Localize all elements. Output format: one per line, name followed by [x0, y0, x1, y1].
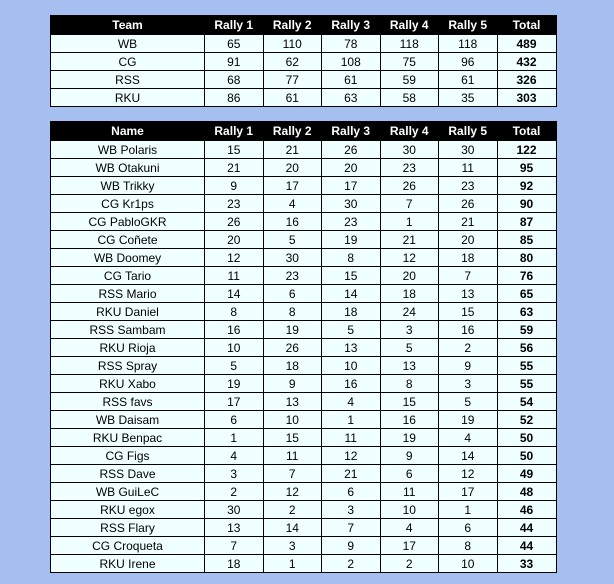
player-cell-total: 87 [497, 213, 556, 231]
player-cell-name: RSS Flary [51, 519, 205, 537]
player-cell-total: 59 [497, 321, 556, 339]
player-cell-rally-2: 30 [263, 249, 322, 267]
player-cell-total: 48 [497, 483, 556, 501]
player-cell-rally-1: 1 [205, 429, 264, 447]
player-cell-rally-2: 21 [263, 141, 322, 159]
player-cell-rally-1: 12 [205, 249, 264, 267]
player-cell-rally-5: 10 [439, 555, 498, 573]
player-cell-rally-3: 4 [322, 393, 381, 411]
player-cell-rally-5: 3 [439, 375, 498, 393]
team-cell-rally-4: 58 [380, 89, 439, 107]
player-cell-rally-2: 9 [263, 375, 322, 393]
player-cell-rally-4: 10 [380, 501, 439, 519]
player-cell-rally-1: 14 [205, 285, 264, 303]
player-row [51, 159, 557, 177]
player-row [51, 555, 557, 573]
player-cell-name: RKU Daniel [51, 303, 205, 321]
team-row [51, 53, 557, 71]
team-cell-total: 489 [497, 35, 556, 53]
player-cell-rally-2: 26 [263, 339, 322, 357]
player-cell-total: 54 [497, 393, 556, 411]
team-header-rally-5: Rally 5 [439, 16, 498, 35]
player-header-rally-4: Rally 4 [380, 122, 439, 141]
team-cell-name: WB [51, 35, 205, 53]
team-cell-rally-5: 61 [439, 71, 498, 89]
player-cell-rally-3: 30 [322, 195, 381, 213]
player-cell-rally-2: 8 [263, 303, 322, 321]
player-cell-rally-1: 18 [205, 555, 264, 573]
team-header-rally-2: Rally 2 [263, 16, 322, 35]
player-cell-total: 52 [497, 411, 556, 429]
player-cell-rally-1: 13 [205, 519, 264, 537]
player-header-name: Name [51, 122, 205, 141]
player-cell-rally-4: 6 [380, 465, 439, 483]
player-cell-rally-2: 3 [263, 537, 322, 555]
player-cell-rally-1: 9 [205, 177, 264, 195]
player-cell-rally-3: 10 [322, 357, 381, 375]
player-cell-rally-2: 7 [263, 465, 322, 483]
player-cell-rally-4: 23 [380, 159, 439, 177]
player-cell-name: WB Daisam [51, 411, 205, 429]
player-cell-total: 44 [497, 519, 556, 537]
player-cell-rally-2: 10 [263, 411, 322, 429]
player-cell-rally-2: 18 [263, 357, 322, 375]
team-cell-rally-5: 96 [439, 53, 498, 71]
player-cell-total: 122 [497, 141, 556, 159]
team-cell-total: 303 [497, 89, 556, 107]
player-cell-rally-2: 16 [263, 213, 322, 231]
player-cell-rally-3: 7 [322, 519, 381, 537]
player-cell-rally-1: 17 [205, 393, 264, 411]
player-cell-total: 76 [497, 267, 556, 285]
player-cell-rally-2: 5 [263, 231, 322, 249]
player-row [51, 249, 557, 267]
player-cell-rally-5: 20 [439, 231, 498, 249]
player-cell-total: 44 [497, 537, 556, 555]
player-cell-total: 49 [497, 465, 556, 483]
player-cell-name: RKU Benpac [51, 429, 205, 447]
player-cell-rally-4: 20 [380, 267, 439, 285]
player-row [51, 375, 557, 393]
player-cell-rally-2: 2 [263, 501, 322, 519]
team-cell-rally-4: 59 [380, 71, 439, 89]
player-cell-total: 50 [497, 447, 556, 465]
team-cell-name: RSS [51, 71, 205, 89]
player-row [51, 177, 557, 195]
player-cell-total: 56 [497, 339, 556, 357]
player-cell-rally-3: 19 [322, 231, 381, 249]
team-cell-rally-2: 61 [263, 89, 322, 107]
player-cell-rally-5: 12 [439, 465, 498, 483]
player-cell-rally-5: 6 [439, 519, 498, 537]
team-cell-rally-2: 62 [263, 53, 322, 71]
player-header-rally-5: Rally 5 [439, 122, 498, 141]
player-cell-rally-5: 9 [439, 357, 498, 375]
team-header-rally-1: Rally 1 [205, 16, 264, 35]
player-cell-rally-4: 30 [380, 141, 439, 159]
player-cell-rally-2: 1 [263, 555, 322, 573]
player-cell-rally-1: 10 [205, 339, 264, 357]
team-cell-rally-3: 108 [322, 53, 381, 71]
player-cell-rally-4: 19 [380, 429, 439, 447]
team-header-team: Team [51, 16, 205, 35]
player-cell-name: WB Trikky [51, 177, 205, 195]
team-cell-rally-1: 91 [205, 53, 264, 71]
player-cell-rally-1: 21 [205, 159, 264, 177]
player-cell-rally-4: 18 [380, 285, 439, 303]
player-cell-total: 92 [497, 177, 556, 195]
player-cell-total: 95 [497, 159, 556, 177]
player-cell-rally-5: 2 [439, 339, 498, 357]
player-cell-total: 55 [497, 357, 556, 375]
player-cell-rally-4: 1 [380, 213, 439, 231]
player-header-rally-3: Rally 3 [322, 122, 381, 141]
player-row [51, 447, 557, 465]
player-cell-rally-4: 5 [380, 339, 439, 357]
player-cell-rally-3: 6 [322, 483, 381, 501]
team-header-rally-4: Rally 4 [380, 16, 439, 35]
player-row [51, 411, 557, 429]
player-cell-rally-3: 16 [322, 375, 381, 393]
team-row [51, 35, 557, 53]
player-row [51, 213, 557, 231]
player-cell-rally-5: 17 [439, 483, 498, 501]
player-cell-rally-5: 14 [439, 447, 498, 465]
team-cell-rally-5: 35 [439, 89, 498, 107]
team-cell-total: 432 [497, 53, 556, 71]
player-row [51, 537, 557, 555]
player-cell-rally-1: 8 [205, 303, 264, 321]
player-row [51, 303, 557, 321]
team-row [51, 71, 557, 89]
player-cell-rally-5: 11 [439, 159, 498, 177]
player-cell-rally-4: 15 [380, 393, 439, 411]
player-cell-name: CG PabloGKR [51, 213, 205, 231]
player-cell-rally-5: 13 [439, 285, 498, 303]
player-cell-rally-4: 13 [380, 357, 439, 375]
player-cell-total: 65 [497, 285, 556, 303]
player-cell-rally-5: 21 [439, 213, 498, 231]
player-cell-rally-1: 11 [205, 267, 264, 285]
player-cell-name: CG Coñete [51, 231, 205, 249]
player-row [51, 339, 557, 357]
player-cell-rally-3: 21 [322, 465, 381, 483]
player-row [51, 267, 557, 285]
player-cell-rally-3: 26 [322, 141, 381, 159]
team-header-total: Total [497, 16, 556, 35]
player-cell-rally-4: 11 [380, 483, 439, 501]
player-cell-rally-3: 15 [322, 267, 381, 285]
player-cell-name: WB Doomey [51, 249, 205, 267]
player-table-body [51, 141, 557, 573]
player-cell-name: RKU egox [51, 501, 205, 519]
player-row [51, 465, 557, 483]
player-cell-name: RKU Irene [51, 555, 205, 573]
player-cell-rally-1: 26 [205, 213, 264, 231]
team-cell-rally-2: 110 [263, 35, 322, 53]
player-cell-rally-4: 26 [380, 177, 439, 195]
player-cell-rally-1: 6 [205, 411, 264, 429]
player-header-rally-2: Rally 2 [263, 122, 322, 141]
player-row [51, 483, 557, 501]
player-cell-rally-5: 1 [439, 501, 498, 519]
team-row [51, 89, 557, 107]
team-cell-rally-1: 86 [205, 89, 264, 107]
player-header-total: Total [497, 122, 556, 141]
player-cell-rally-1: 5 [205, 357, 264, 375]
player-cell-rally-3: 3 [322, 501, 381, 519]
player-cell-rally-3: 9 [322, 537, 381, 555]
player-row [51, 429, 557, 447]
player-cell-rally-2: 12 [263, 483, 322, 501]
player-cell-rally-3: 18 [322, 303, 381, 321]
player-row [51, 195, 557, 213]
player-cell-rally-2: 15 [263, 429, 322, 447]
player-cell-name: RKU Rioja [51, 339, 205, 357]
player-cell-rally-2: 6 [263, 285, 322, 303]
player-cell-rally-4: 3 [380, 321, 439, 339]
player-cell-name: RSS Mario [51, 285, 205, 303]
team-cell-rally-3: 78 [322, 35, 381, 53]
player-cell-rally-4: 2 [380, 555, 439, 573]
team-cell-rally-3: 61 [322, 71, 381, 89]
player-cell-rally-4: 12 [380, 249, 439, 267]
player-standings-table [50, 121, 557, 573]
player-cell-total: 85 [497, 231, 556, 249]
team-cell-rally-5: 118 [439, 35, 498, 53]
player-cell-rally-3: 2 [322, 555, 381, 573]
player-cell-rally-1: 16 [205, 321, 264, 339]
player-cell-rally-5: 23 [439, 177, 498, 195]
team-cell-name: RKU [51, 89, 205, 107]
player-cell-name: WB GuiLeC [51, 483, 205, 501]
player-cell-rally-4: 9 [380, 447, 439, 465]
player-cell-name: WB Polaris [51, 141, 205, 159]
player-cell-total: 55 [497, 375, 556, 393]
player-cell-rally-2: 11 [263, 447, 322, 465]
player-cell-rally-4: 4 [380, 519, 439, 537]
player-cell-rally-3: 23 [322, 213, 381, 231]
player-cell-rally-2: 14 [263, 519, 322, 537]
player-cell-rally-4: 16 [380, 411, 439, 429]
player-cell-name: RSS Sambam [51, 321, 205, 339]
player-cell-rally-2: 19 [263, 321, 322, 339]
player-cell-name: CG Figs [51, 447, 205, 465]
player-cell-rally-4: 21 [380, 231, 439, 249]
player-cell-rally-3: 20 [322, 159, 381, 177]
team-table-body [51, 35, 557, 107]
player-cell-rally-3: 8 [322, 249, 381, 267]
player-cell-rally-4: 24 [380, 303, 439, 321]
player-row [51, 357, 557, 375]
player-cell-rally-2: 13 [263, 393, 322, 411]
player-cell-name: RSS Dave [51, 465, 205, 483]
player-cell-rally-1: 3 [205, 465, 264, 483]
player-cell-rally-1: 7 [205, 537, 264, 555]
player-cell-rally-1: 2 [205, 483, 264, 501]
player-cell-rally-2: 17 [263, 177, 322, 195]
player-cell-rally-4: 8 [380, 375, 439, 393]
player-header-row [51, 122, 557, 141]
player-cell-total: 50 [497, 429, 556, 447]
player-cell-rally-1: 4 [205, 447, 264, 465]
player-cell-total: 80 [497, 249, 556, 267]
player-cell-rally-5: 16 [439, 321, 498, 339]
team-cell-rally-4: 118 [380, 35, 439, 53]
player-cell-name: RKU Xabo [51, 375, 205, 393]
player-cell-rally-4: 17 [380, 537, 439, 555]
player-cell-rally-1: 15 [205, 141, 264, 159]
team-cell-name: CG [51, 53, 205, 71]
player-cell-name: CG Croqueta [51, 537, 205, 555]
player-cell-rally-5: 7 [439, 267, 498, 285]
player-cell-rally-3: 14 [322, 285, 381, 303]
player-cell-rally-5: 18 [439, 249, 498, 267]
player-cell-rally-3: 13 [322, 339, 381, 357]
player-cell-name: RSS Spray [51, 357, 205, 375]
player-cell-rally-4: 7 [380, 195, 439, 213]
team-cell-rally-2: 77 [263, 71, 322, 89]
player-cell-rally-3: 12 [322, 447, 381, 465]
player-cell-rally-5: 19 [439, 411, 498, 429]
player-cell-rally-3: 11 [322, 429, 381, 447]
player-cell-rally-5: 4 [439, 429, 498, 447]
player-cell-rally-1: 23 [205, 195, 264, 213]
team-cell-rally-4: 75 [380, 53, 439, 71]
player-cell-total: 33 [497, 555, 556, 573]
team-cell-rally-1: 68 [205, 71, 264, 89]
player-row [51, 321, 557, 339]
player-cell-rally-5: 30 [439, 141, 498, 159]
team-cell-rally-3: 63 [322, 89, 381, 107]
player-cell-total: 63 [497, 303, 556, 321]
team-standings-table [50, 15, 557, 107]
player-cell-name: CG Tario [51, 267, 205, 285]
player-row [51, 231, 557, 249]
player-cell-name: CG Kr1ps [51, 195, 205, 213]
player-cell-rally-3: 5 [322, 321, 381, 339]
player-row [51, 285, 557, 303]
player-cell-rally-5: 8 [439, 537, 498, 555]
team-header-row [51, 16, 557, 35]
player-cell-rally-3: 17 [322, 177, 381, 195]
player-header-rally-1: Rally 1 [205, 122, 264, 141]
player-cell-rally-1: 20 [205, 231, 264, 249]
team-header-rally-3: Rally 3 [322, 16, 381, 35]
player-cell-rally-2: 20 [263, 159, 322, 177]
player-cell-rally-3: 1 [322, 411, 381, 429]
player-cell-name: WB Otakuni [51, 159, 205, 177]
player-cell-rally-5: 26 [439, 195, 498, 213]
player-row [51, 393, 557, 411]
team-cell-total: 326 [497, 71, 556, 89]
player-cell-name: RSS favs [51, 393, 205, 411]
player-cell-rally-1: 30 [205, 501, 264, 519]
player-cell-rally-5: 5 [439, 393, 498, 411]
player-cell-rally-2: 23 [263, 267, 322, 285]
player-row [51, 141, 557, 159]
player-row [51, 519, 557, 537]
player-cell-total: 90 [497, 195, 556, 213]
player-cell-total: 46 [497, 501, 556, 519]
player-row [51, 501, 557, 519]
team-cell-rally-1: 65 [205, 35, 264, 53]
player-cell-rally-5: 15 [439, 303, 498, 321]
player-cell-rally-2: 4 [263, 195, 322, 213]
player-cell-rally-1: 19 [205, 375, 264, 393]
